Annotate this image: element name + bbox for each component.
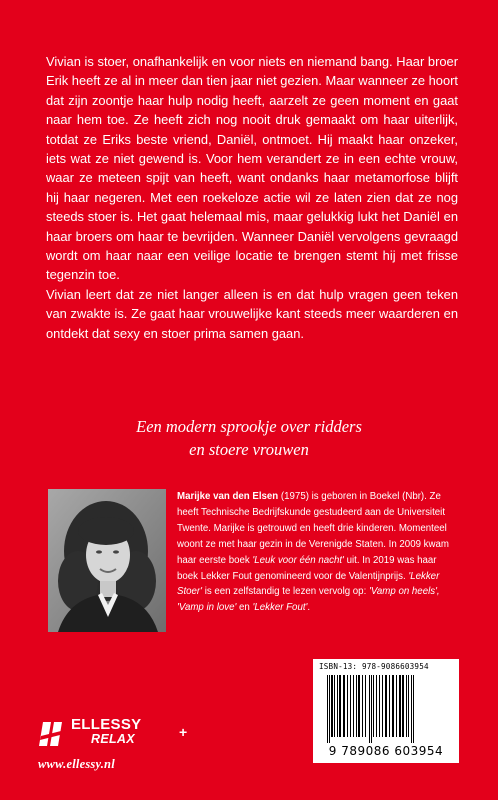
author-portrait-image: [48, 489, 166, 632]
barcode-bar: [385, 675, 387, 737]
barcode-bar: [356, 675, 357, 737]
barcode-bar: [362, 675, 363, 737]
author-photo: [48, 489, 166, 632]
barcode-bar: [339, 675, 341, 737]
publisher-plus-icon: +: [179, 724, 188, 740]
barcode-bar: [353, 675, 354, 737]
barcode-bar: [329, 675, 330, 743]
barcode-bar: [399, 675, 401, 737]
author-bio-text: uit. In 2019 was haar boek Lekker Fout genomineerd voor de Valentijnprijs.: [177, 554, 437, 582]
barcode-bar: [334, 675, 335, 737]
barcode-bar: [392, 675, 394, 737]
blurb-paragraph-2: Vivian leert dat ze niet langer alleen is en dat hulp vragen geen teken van zwakte is. Ze gaat haar vrouwelijke kant steeds meer waarderen en ontdekt dat sexy en stoer prima samen gaan.: [46, 286, 458, 341]
barcode-bar: [337, 675, 338, 737]
ean-digits: 9 789086 603954: [328, 744, 444, 758]
barcode-bar: [389, 675, 390, 737]
barcode-bar: [396, 675, 397, 737]
isbn-barcode: [313, 659, 459, 763]
barcode-bar: [379, 675, 380, 737]
barcode-bar: [402, 675, 404, 737]
barcode-bar: [358, 675, 360, 737]
barcode-bar: [373, 675, 374, 737]
book-title-2: 'Lekker Stoer': [177, 570, 440, 598]
barcode-bar: [347, 675, 348, 737]
author-bio: [177, 489, 459, 616]
publisher-logo: [38, 715, 188, 775]
author-name: Marijke van den Elsen: [177, 491, 279, 502]
barcode-bars: [319, 675, 453, 743]
barcode-bar: [411, 675, 412, 743]
publisher-imprint: RELAX: [91, 732, 135, 746]
barcode-bar: [408, 675, 409, 737]
author-bio-text: .: [307, 602, 311, 614]
book-title-1: 'Leuk voor één nacht': [252, 554, 344, 566]
back-cover-blurb: [46, 52, 458, 343]
publisher-name: ELLESSY: [71, 716, 142, 733]
barcode-bar: [365, 675, 366, 737]
barcode-bar: [327, 675, 328, 743]
barcode-bar: [376, 675, 377, 737]
barcode-bar: [371, 675, 372, 743]
barcode-bar: [343, 675, 345, 737]
tagline-line-2: en stoere vrouwen: [189, 440, 309, 459]
barcode-bar: [413, 675, 414, 743]
book-title-3: 'Vamp on heels', 'Vamp in love': [177, 586, 440, 614]
tagline-line-1: Een modern sprookje over ridders: [136, 417, 362, 436]
book-title-4: 'Lekker Fout': [252, 602, 308, 614]
barcode-bar: [369, 675, 370, 743]
blurb-paragraph-1: Vivian is stoer, onafhankelijk en voor niets en niemand bang. Haar broer Erik heeft ze al in meer dan tien jaar niet gezien. Maar wanneer ze hoort dat zijn zoontje haar hulp nodig heeft, aarzelt ze geen moment en gaat naar hem toe. Ze heeft zich nog nooit druk gemaakt om haar uiterlijk, totdat ze Eriks beste vriend, Daniël, ontmoet. Hij maakt haar onzeker, iets wat ze niet gewend is. Voor hem verandert ze in een echte vrouw, waar ze meteen spijt van heeft, want ondanks haar metamorfose blijft hij haar negeren. Met een roekeloze actie wil ze laten zien dat ze nog steeds stoer is. Het gaat helemaal mis, maar gelukkig lukt het Daniël en haar broers om haar te bevrijden. Wanneer Daniël vervolgens gevraagd wordt om haar naar een veilige locatie te brengen stemt hij met frisse tegenzin toe.: [46, 54, 459, 283]
ellessy-logo-mark-icon: [38, 718, 68, 750]
author-bio-text: (1975) is geboren in Boekel (Nbr). Ze heeft Technische Bedrijfskunde gestudeerd aan de Universiteit Twente. Marijke is getrouwd en heeft drie kinderen. Momenteel woont ze met haar gezin in de Verenigde Staten. In 2009 kwam haar eerste boek: [177, 491, 449, 566]
barcode-bar: [331, 675, 333, 737]
author-bio-text: is een zelfstandig te lezen vervolg op:: [202, 586, 369, 598]
barcode-bar: [382, 675, 383, 737]
isbn-label: ISBN-13: 978-9086603954: [319, 662, 429, 671]
tagline: [0, 415, 498, 461]
author-bio-text: en: [236, 602, 253, 614]
barcode-bar: [406, 675, 407, 737]
publisher-website: www.ellessy.nl: [38, 757, 115, 771]
barcode-bar: [350, 675, 351, 737]
